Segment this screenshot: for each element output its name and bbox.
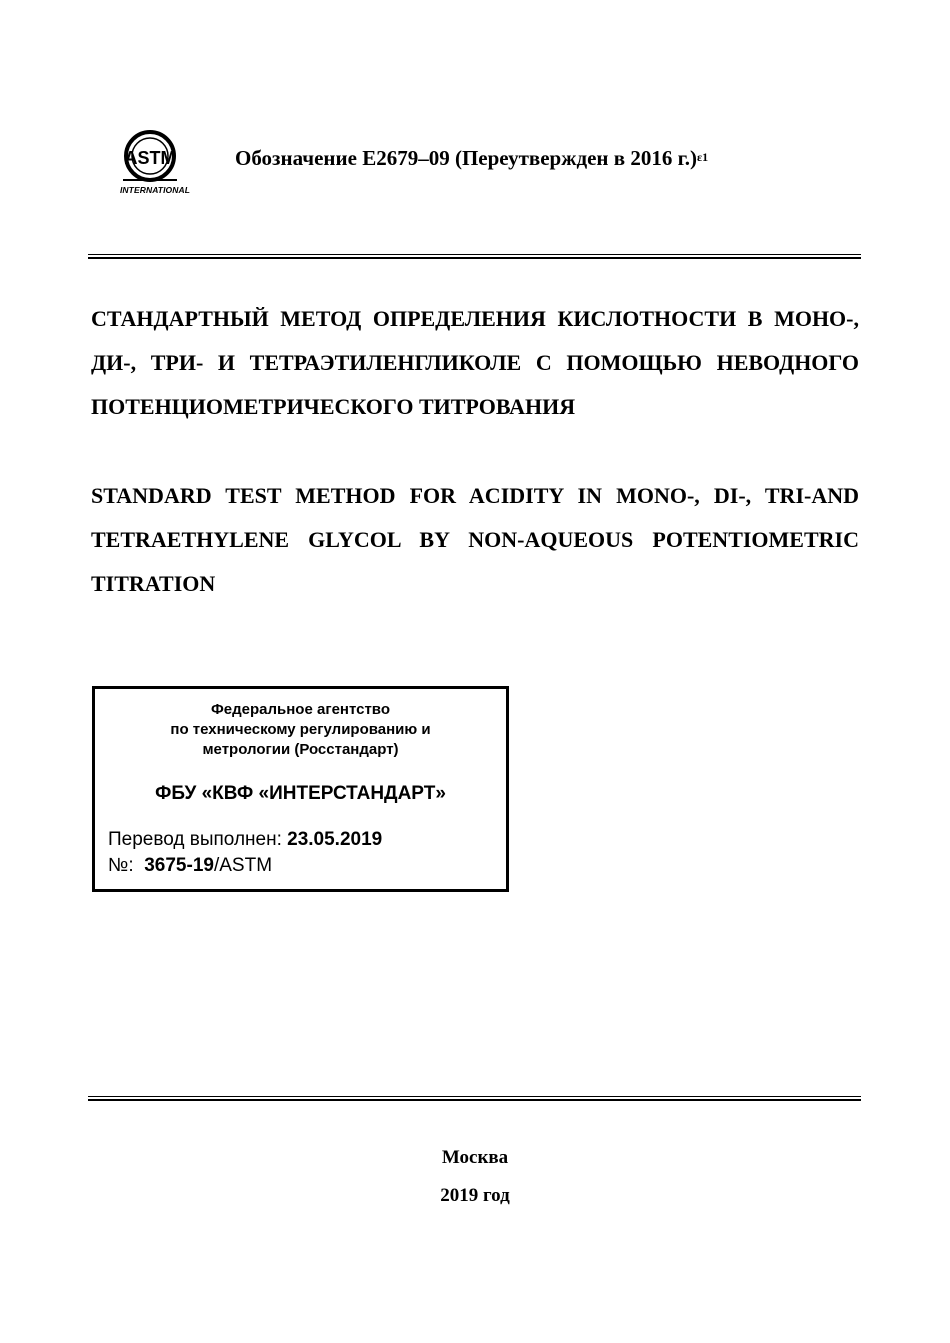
title-russian: СТАНДАРТНЫЙ МЕТОД ОПРЕДЕЛЕНИЯ КИСЛОТНОСТИ В МОНО-, ДИ-, ТРИ- И ТЕТРАЭТИЛЕНГЛИКОЛЕ С ПОМОЩЬЮ НЕВОДНОГО ПОТЕНЦИОМЕТРИЧЕСКОГО ТИТРОВАНИЯ	[91, 306, 859, 419]
agency-line: Федеральное агентство	[210, 701, 390, 718]
number-suffix: /ASTM	[213, 855, 273, 876]
translation-stamp	[92, 686, 509, 892]
translation-date: 23.05.2019	[287, 829, 383, 850]
astm-logo	[113, 128, 197, 198]
translation-number-line	[108, 855, 272, 877]
logo-caption: INTERNATIONAL	[119, 185, 191, 195]
city: Москва	[441, 1147, 509, 1168]
translation-label: Перевод выполнен:	[108, 829, 282, 850]
year: 2019 год	[440, 1185, 510, 1206]
logo-text: ASTM	[124, 148, 176, 168]
agency-name	[95, 700, 506, 760]
agency-line: по техническому регулированию и	[170, 721, 431, 738]
designation-text: Обозначение E2679–09 (Переутвержден в 2016 г.)	[235, 146, 697, 170]
number-label: №:	[108, 855, 134, 876]
top-divider	[88, 254, 861, 259]
astm-logo-icon	[113, 128, 197, 184]
bottom-divider	[88, 1096, 861, 1101]
agency-line: метрологии (Росстандарт)	[202, 741, 399, 758]
translation-date-line	[108, 829, 382, 851]
number-value: 3675-19	[144, 855, 214, 876]
title-english: STANDARD TEST METHOD FOR ACIDITY IN MONO-, DI-, TRI-AND TETRAETHYLENE GLYCOL BY NON-AQUEOUS POTENTIOMETRIC TITRATION	[91, 483, 859, 596]
designation-superscript: ε1	[697, 150, 709, 164]
organization-name: ФБУ «КВФ «ИНТЕРСТАНДАРТ»	[155, 783, 446, 804]
document-designation	[235, 146, 708, 171]
